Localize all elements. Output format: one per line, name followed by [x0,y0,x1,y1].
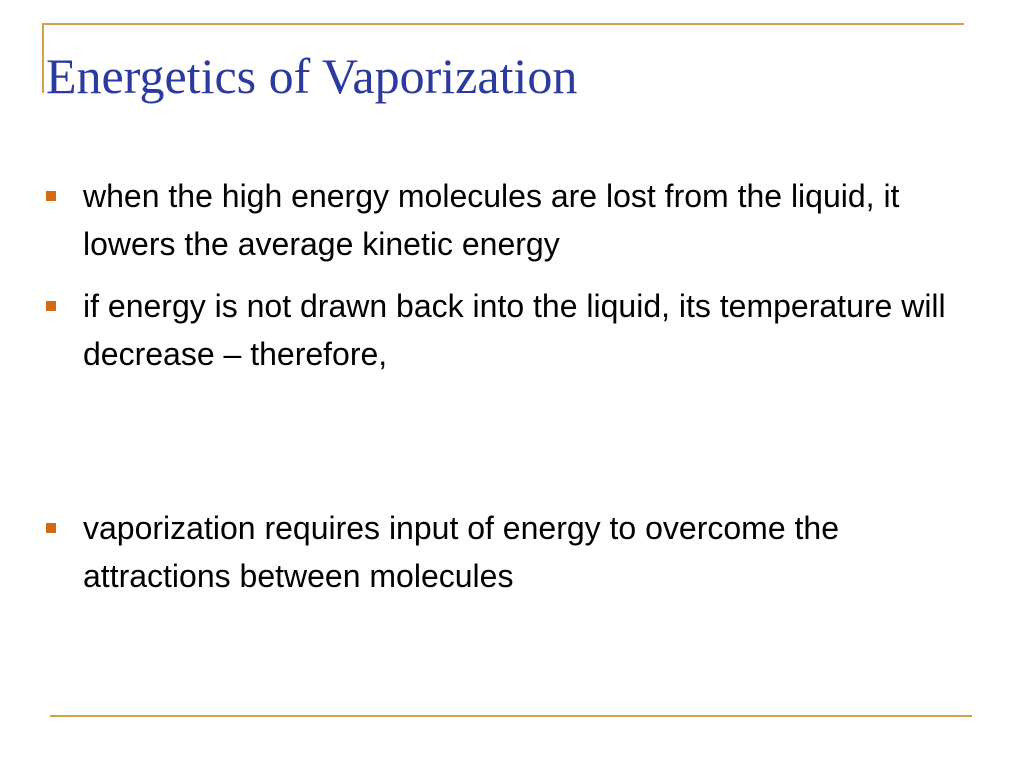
square-bullet-icon [46,301,56,311]
bullet-text: vaporization requires input of energy to overcome the attractions between molecules [83,510,839,594]
bullet-item [46,282,966,378]
bullet-list [46,172,966,600]
bullet-item [46,172,966,268]
bullet-item [46,504,966,600]
bullet-text: when the high energy molecules are lost from the liquid, it lowers the average kinetic energy [83,178,900,262]
bullet-text: if energy is not drawn back into the liquid, its temperature will decrease – therefore, [83,288,946,372]
slide-title: Energetics of Vaporization [46,48,578,104]
top-rule [42,23,964,25]
bottom-rule [50,715,972,717]
square-bullet-icon [46,523,56,533]
left-rule [42,23,44,93]
square-bullet-icon [46,191,56,201]
